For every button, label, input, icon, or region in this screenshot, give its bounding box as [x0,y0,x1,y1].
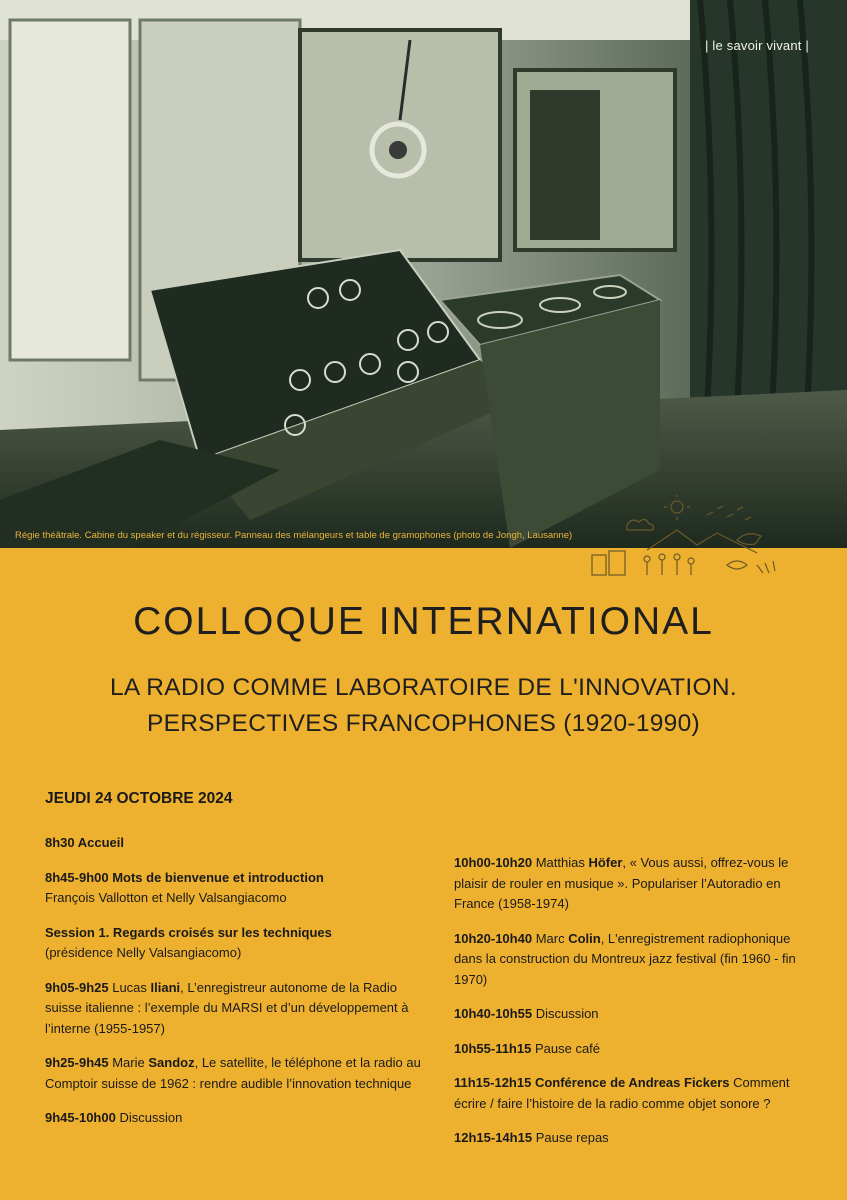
program-time: 10h00-10h20 [454,855,533,870]
photo-caption: Régie théâtrale. Cabine du speaker et du régisseur. Panneau des mélangeurs et table de gramophones (photo de Jongh, Lausanne) [15,530,573,541]
program-item [45,1108,425,1129]
program-item [454,929,814,991]
page-title: COLLOQUE INTERNATIONAL [133,600,714,643]
program-detail: Discussion [535,1006,599,1021]
program-item [45,833,425,854]
talk-title: , L’enregistreur autonome de la Radio suisse italienne : l’exemple du MARSI et d’un développement à l’interne (1955-1957) [45,979,409,1036]
header-photo [0,0,847,548]
radio-control-room-illustration [0,0,847,548]
program-item [454,853,814,915]
program-time: 12h15-14h15 [454,1130,533,1145]
landscape-logo-icon [587,495,817,585]
tagline: | le savoir vivant | [705,38,809,53]
session-title: Session 1. Regards croisés sur les techniques [45,924,332,940]
program-time: 9h45-10h00 [45,1110,116,1125]
program-time: 9h05-9h25 [45,979,109,995]
program-time: 10h55-11h15 [454,1040,532,1056]
program-detail: François Vallotton et Nelly Valsangiacomo [45,890,287,905]
program-detail: (présidence Nelly Valsangiacomo) [45,945,242,960]
subtitle-line-2: PERSPECTIVES FRANCOPHONES (1920-1990) [147,710,700,737]
speaker-first-name: Lucas [112,979,147,995]
subtitle-line-1: LA RADIO COMME LABORATOIRE DE L'INNOVATION. [109,674,737,701]
event-date: JEUDI 24 OCTOBRE 2024 [45,790,233,807]
speaker-name: Höfer [588,855,623,870]
speaker-name: Sandoz [148,1055,195,1070]
program-time: 8h30 Accueil [45,835,125,850]
program-item [45,1053,425,1094]
speaker-first-name: Matthias [535,855,585,870]
program-item [45,868,425,909]
talk-title: , L'enregistrement radiophonique dans la construction du Montreux jazz festival (fin 1960 - fin 1970) [454,930,796,987]
speaker-name: Iliani [150,979,181,995]
program-time: 10h40-10h55 [454,1006,533,1021]
program-time: 10h20-10h40 [454,930,533,946]
speaker-first-name: Marc [535,930,565,946]
program-item [45,978,425,1040]
program-item [454,1073,814,1114]
talk-title: , « Vous aussi, offrez-vous le plaisir de rouler en musique ». Populariser l’Autoradio en France (1958-1974) [454,855,789,911]
program-time: 9h25-9h45 [45,1055,109,1070]
program-right-column [454,853,814,1163]
speaker-name: Colin [568,930,601,946]
talk-title: Comment écrire / faire l’histoire de la radio comme objet sonore ? [454,1075,790,1111]
program-item [454,1039,814,1060]
program-item [454,1128,814,1149]
program-detail: Discussion [119,1110,183,1125]
program-item [454,1004,814,1025]
program-detail: Pause repas [535,1130,609,1145]
program-detail: Pause café [534,1040,601,1056]
program-time: 8h45-9h00 Mots de bienvenue et introduction [45,869,324,885]
program-item [45,923,425,964]
program-left-column [45,833,425,1143]
keynote-title: 11h15-12h15 Conférence de Andreas Fickers [454,1075,730,1090]
talk-title: , Le satellite, le téléphone et la radio au Comptoir suisse de 1962 : rendre audible l’innovation technique [45,1055,421,1091]
speaker-first-name: Marie [112,1055,145,1070]
